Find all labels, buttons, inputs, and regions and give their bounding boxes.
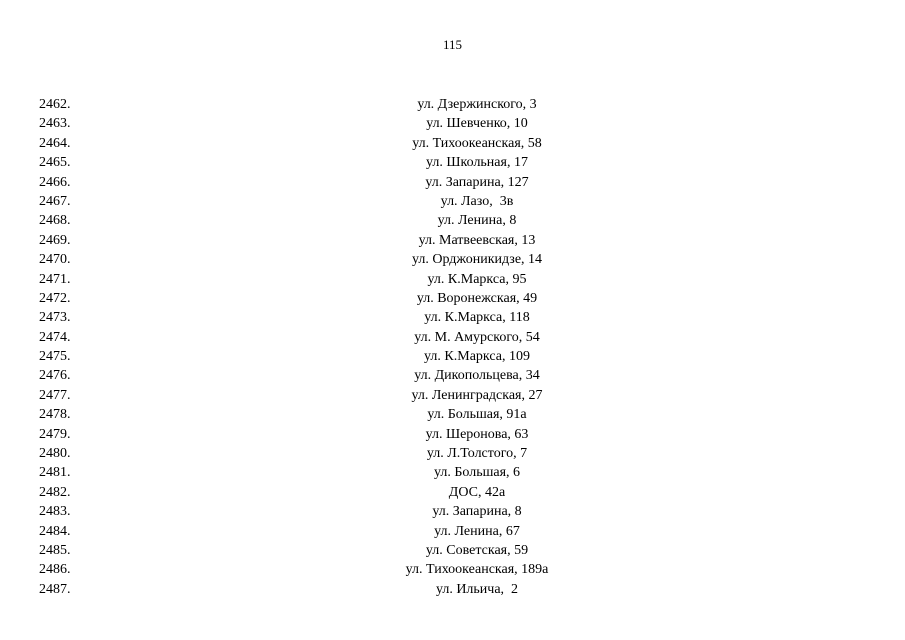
item-address: ул. Шевченко, 10 [426,116,528,132]
list-item [0,231,905,250]
list-item [0,366,905,385]
list-item [0,425,905,444]
address-list [0,95,905,599]
list-item [0,134,905,153]
item-number: 2480. [39,446,71,462]
item-address: ул. М. Амурского, 54 [414,329,540,345]
list-item [0,463,905,482]
list-item [0,95,905,114]
list-item [0,580,905,599]
item-address: ул. Запарина, 127 [425,174,529,190]
item-address: ул. Дикопольцева, 34 [414,368,540,384]
item-number: 2476. [39,368,71,384]
list-item [0,386,905,405]
item-number: 2470. [39,252,71,268]
item-number: 2473. [39,310,71,326]
item-number: 2462. [39,97,71,112]
item-number: 2465. [39,155,71,171]
item-address: ДОС, 42а [448,484,506,500]
list-item [0,289,905,308]
item-number: 2485. [39,542,71,558]
item-address: ул. Воронежская, 49 [416,290,538,306]
item-number: 2466. [39,174,71,190]
list-item [0,308,905,327]
page-number: 115 [442,37,463,52]
item-number: 2469. [39,232,71,248]
list-item [0,192,905,211]
item-address: ул. Дзержинского, 3 [417,97,537,112]
item-number: 2471. [39,271,71,287]
item-number: 2486. [39,562,71,578]
item-number: 2484. [39,523,71,539]
item-number: 2475. [39,349,71,365]
item-number: 2479. [39,426,71,442]
list-item [0,114,905,133]
item-address: ул. Большая, 6 [433,465,521,481]
item-address: ул. Советская, 59 [425,542,529,558]
item-address: ул. Большая, 91а [427,407,527,423]
list-item [0,153,905,172]
list-item [0,173,905,192]
item-address: ул. Ленина, 8 [437,213,517,229]
item-number: 2468. [39,213,71,229]
item-address: ул. Тихоокеанская, 58 [412,135,542,151]
item-address: ул. Ленина, 67 [434,523,520,539]
list-item [0,250,905,269]
list-item [0,560,905,579]
list-item [0,270,905,289]
item-address: ул. Ильича, 2 [435,581,519,597]
list-item [0,444,905,463]
list-item [0,541,905,560]
item-number: 2481. [39,465,71,481]
item-number: 2478. [39,407,71,423]
item-address: ул. Тихоокеанская, 189а [405,562,549,578]
item-address: ул. Орджоникидзе, 14 [411,252,543,268]
item-number: 2482. [39,484,71,500]
item-address: ул. Л.Толстого, 7 [426,446,528,462]
item-address: ул. Лазо, 3в [440,193,514,209]
item-address: ул. Ленинградская, 27 [411,387,543,403]
item-number: 2467. [39,193,71,209]
item-number: 2472. [39,290,71,306]
item-address: ул. Матвеевская, 13 [418,232,536,248]
item-number: 2483. [39,504,71,520]
item-number: 2477. [39,387,71,403]
item-address: ул. К.Маркса, 118 [424,310,530,326]
list-item [0,405,905,424]
item-address: ул. Школьная, 17 [426,155,528,171]
item-address: ул. Шеронова, 63 [425,426,529,442]
item-number: 2474. [39,329,71,345]
item-address: ул. К.Маркса, 109 [424,349,530,365]
item-address: ул. К.Маркса, 95 [427,271,527,287]
item-number: 2463. [39,116,71,132]
list-item [0,211,905,230]
list-item [0,522,905,541]
list-item [0,502,905,521]
list-item [0,347,905,366]
list-item [0,328,905,347]
item-number: 2464. [39,135,71,151]
item-number: 2487. [39,581,71,597]
item-address: ул. Запарина, 8 [432,504,522,520]
list-item [0,483,905,502]
